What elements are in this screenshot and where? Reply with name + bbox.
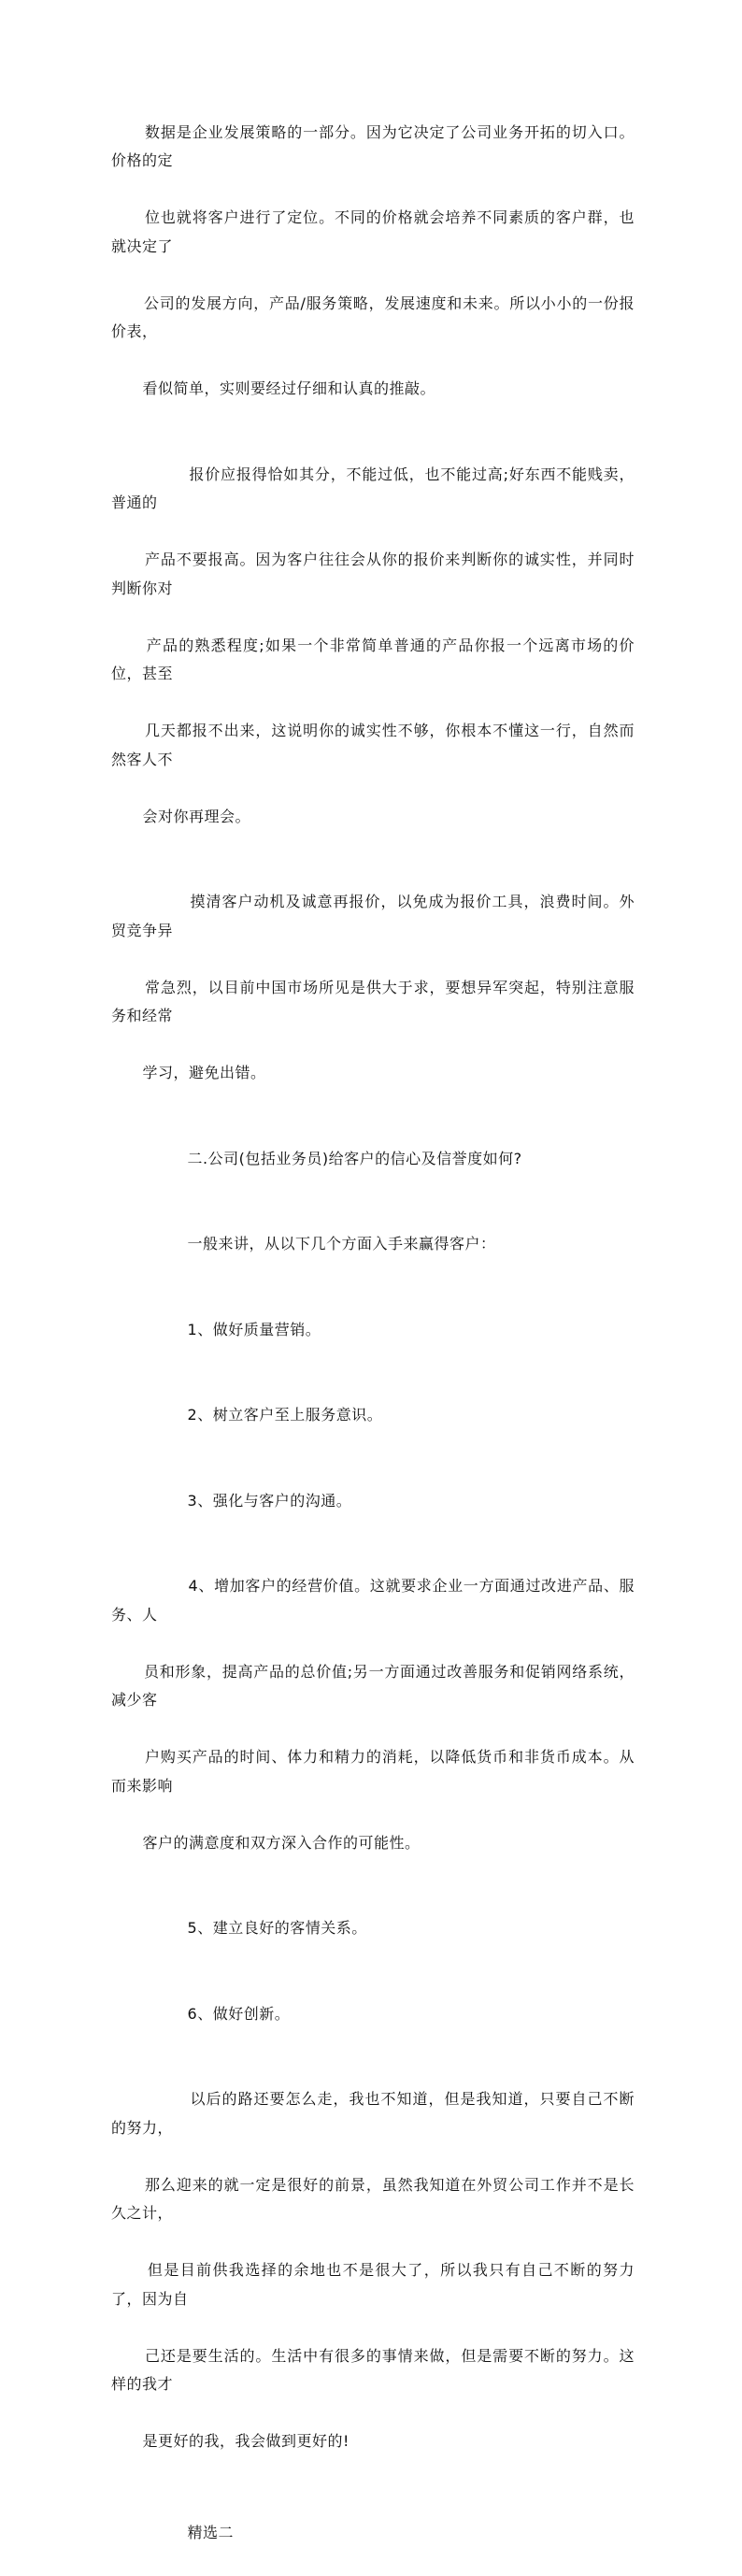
text-line: 精选二 bbox=[187, 2523, 235, 2541]
list-item-5 bbox=[111, 1886, 635, 1972]
text-line: 数据是企业发展策略的一部分。因为它决定了公司业务开拓的切入口。价格的定 bbox=[111, 122, 635, 169]
text-line: 但是目前供我选择的余地也不是很大了，所以我只有自己不断的努力了，因为自 bbox=[111, 2261, 635, 2308]
text-line: 以后的路还要怎么走，我也不知道，但是我知道，只要自己不断的努力， bbox=[111, 2090, 635, 2137]
text-line: 客户的满意度和双方深入合作的可能性。 bbox=[142, 1833, 421, 1852]
text-line: 位也就将客户进行了定位。不同的价格就会培养不同素质的客户群，也就决定了 bbox=[111, 208, 635, 255]
text-line: 学习，避免出错。 bbox=[142, 1064, 266, 1081]
text-line: 报价应报得恰如其分，不能过低，也不能过高;好东西不能贱卖，普通的 bbox=[111, 465, 635, 511]
paragraph-intro-list bbox=[111, 1202, 635, 1288]
list-item-4 bbox=[111, 1544, 635, 1886]
text-line: 公司的发展方向，产品/服务策略，发展速度和未来。所以小小的一份报价表， bbox=[111, 293, 635, 340]
list-item-6 bbox=[111, 1971, 635, 2057]
text-line: 二.公司(包括业务员)给客户的信心及信誉度如何? bbox=[187, 1149, 522, 1167]
paragraph-customer-motive bbox=[111, 860, 635, 1117]
text-line: 产品的熟悉程度;如果一个非常简单普通的产品你报一个远离市场的价位，甚至 bbox=[111, 636, 635, 682]
document-body bbox=[111, 90, 635, 2576]
text-line: 4、增加客户的经营价值。这就要求企业一方面通过改进产品、服务、人 bbox=[111, 1577, 635, 1624]
section-heading-two bbox=[111, 1116, 635, 1202]
text-line: 看似简单，实则要经过仔细和认真的推敲。 bbox=[142, 379, 436, 397]
list-item-3 bbox=[111, 1458, 635, 1544]
text-line: 是更好的我，我会做到更好的! bbox=[142, 2432, 350, 2450]
text-line: 户购买产品的时间、体力和精力的消耗，以降低货币和非货币成本。从而来影响 bbox=[111, 1748, 635, 1795]
text-line: 1、做好质量营销。 bbox=[187, 1320, 321, 1338]
paragraph-closing bbox=[111, 2057, 635, 2485]
text-line: 一般来讲，从以下几个方面入手来赢得客户： bbox=[187, 1235, 496, 1252]
paragraph-quote-appropriately bbox=[111, 432, 635, 860]
text-line: 产品不要报高。因为客户往往会从你的报价来判断你的诚实性，并同时判断你对 bbox=[111, 551, 635, 597]
text-line: 5、建立良好的客情关系。 bbox=[187, 1919, 367, 1937]
list-item-2 bbox=[111, 1373, 635, 1459]
text-line: 己还是要生活的。生活中有很多的事情来做，但是需要不断的努力。这样的我才 bbox=[111, 2346, 635, 2393]
text-line: 员和形象，提高产品的总价值;另一方面通过改善服务和促销网络系统，减少客 bbox=[111, 1662, 635, 1709]
paragraph-pricing-strategy bbox=[111, 90, 635, 432]
text-line: 2、树立客户至上服务意识。 bbox=[187, 1406, 383, 1424]
text-line: 会对你再理会。 bbox=[142, 807, 251, 825]
list-item-1 bbox=[111, 1287, 635, 1373]
section-heading-selection-two bbox=[111, 2490, 635, 2576]
text-line: 3、强化与客户的沟通。 bbox=[187, 1491, 352, 1510]
text-line: 几天都报不出来，这说明你的诚实性不够，你根本不懂这一行，自然而然客人不 bbox=[111, 722, 635, 768]
text-line: 那么迎来的就一定是很好的前景，虽然我知道在外贸公司工作并不是长久之计， bbox=[111, 2175, 635, 2222]
text-line: 常急烈，以目前中国市场所见是供大于求，要想异军突起，特别注意服务和经常 bbox=[111, 978, 635, 1024]
text-line: 摸清客户动机及诚意再报价，以免成为报价工具，浪费时间。外贸竞争异 bbox=[111, 893, 635, 939]
text-line: 6、做好创新。 bbox=[187, 2004, 291, 2023]
